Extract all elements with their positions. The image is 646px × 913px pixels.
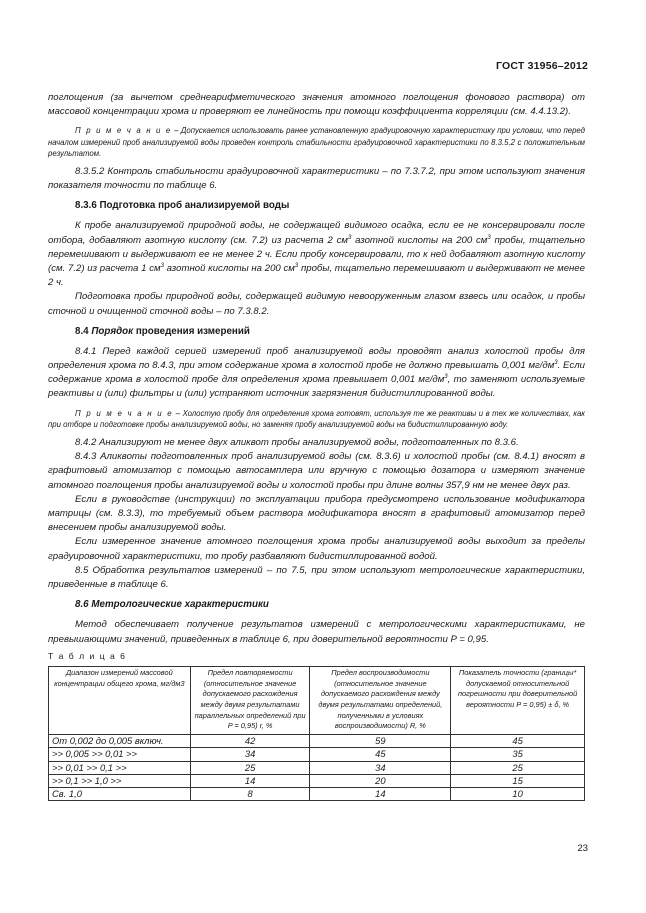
paragraph-8-3-5-2: 8.3.5.2 Контроль стабильности градуировочной характеристики – по 7.3.7.2, при этом используют значения показателя точности по таблице 6. xyxy=(48,166,585,192)
table-row xyxy=(49,748,585,761)
cell-r: 42 xyxy=(190,735,310,748)
heading-8-3-6: 8.3.6 Подготовка проб анализируемой воды xyxy=(75,200,290,212)
cell-range: >> 0,005 >> 0,01 >> xyxy=(49,748,191,761)
cell-r: 14 xyxy=(190,774,310,787)
table-row xyxy=(49,787,585,800)
cell-r: 34 xyxy=(190,748,310,761)
cell-R: 34 xyxy=(310,761,451,774)
page-content xyxy=(48,91,585,801)
cell-delta: 15 xyxy=(451,774,585,787)
standard-header: ГОСТ 31956–2012 xyxy=(495,60,588,72)
cell-range: От 0,002 до 0,005 включ. xyxy=(49,735,191,748)
header-repeatability: Предел повторяемости (относительное значение допускаемого расхождения между двумя результатами параллельных определений при P = 0,95) r, % xyxy=(190,666,310,734)
paragraph-8-4-2: 8.4.2 Анализируют не менее двух аликвот пробы анализируемой воды, подготовленных по 8.3.6. xyxy=(75,437,519,449)
table-caption: Т а б л и ц а 6 xyxy=(48,650,127,661)
paragraph-continued: поглощения (за вычетом среднеарифметического значения атомного поглощения фонового раствора) от массовой концентрации хрома и проверяют ее линейность при помощи коэффициента корреляции (см. 4.4.13.2). xyxy=(48,92,585,118)
header-range: Диапазон измерений массовой концентрации общего хрома, мг/дм3 xyxy=(49,666,191,734)
cell-delta: 35 xyxy=(451,748,585,761)
cell-range: Св. 1,0 xyxy=(49,787,191,800)
note-2: П р и м е ч а н и е – Холостую пробу для определения хрома готовят, используя те же реактивы и в тех же количествах, как при отборе и подготовке пробы анализируемой воды, но заменяя пробу анализируемой воды на бидистиллированную воду. xyxy=(48,408,585,429)
cell-R: 45 xyxy=(310,748,451,761)
cell-range: >> 0,01 >> 0,1 >> xyxy=(49,761,191,774)
paragraph-8-4-3-c: Если измеренное значение атомного поглощения хрома пробы анализируемой воды выходит за пределы градуировочной характеристики, то пробу разбавляют бидистиллированной водой. xyxy=(48,536,585,562)
header-accuracy: Показатель точности (границы* допускаемой относительной погрешности при доверительной вероятности P = 0,95) ± δ, % xyxy=(451,666,585,734)
heading-8-6: 8.6 Метрологические характеристики xyxy=(75,599,269,611)
heading-8-4: 8.4 Порядок проведения измерений xyxy=(75,325,250,337)
paragraph-8-5: 8.5 Обработка результатов измерений – по 7.5, при этом используют метрологические характеристики, приведенные в таблице 6. xyxy=(48,564,585,591)
paragraph-8-4-3: 8.4.3 Аликвоты подготовленных проб анализируемой воды (см. 8.3.6) и холостой пробы (см. 8.4.1) вносят в графитовый атомизатор с помощью автосамплера или вручную с помощью дозатора и измеряют значение атомного поглощения пробы анализируемой воды и холостой пробы при длине волны 357,9 нм не менее двух раз. xyxy=(48,451,585,491)
page-number: 23 xyxy=(577,843,588,854)
cell-delta: 10 xyxy=(451,787,585,800)
header-reproducibility: Предел воспроизводимости (относительное значение допускаемого расхождения между двумя результатами определений, полученными в условиях воспроизводимости) R, % xyxy=(310,666,451,734)
paragraph-8-3-6-b: Подготовка пробы природной воды, содержащей видимую невооруженным глазом взвесь или осадок, и пробы сточной и очищенной сточной воды – по 7.3.8.2. xyxy=(48,291,585,317)
cell-R: 14 xyxy=(310,787,451,800)
cell-R: 59 xyxy=(310,735,451,748)
cell-R: 20 xyxy=(310,774,451,787)
cell-delta: 25 xyxy=(451,761,585,774)
cell-delta: 45 xyxy=(451,735,585,748)
note-1: П р и м е ч а н и е – Допускается использовать ранее установленную градуировочную характеристику при условии, что перед началом измерений проб анализируемой воды проведен контроль стабильности градуировочной характеристики по 8.3.5.2 с положительным результатом. xyxy=(48,126,585,158)
cell-r: 25 xyxy=(190,761,310,774)
paragraph-8-4-1: 8.4.1 Перед каждой серией измерений проб анализируемой воды проводят анализ холостой пробы для определения хрома по 8.4.3, при этом содержание хрома в холостой пробе не должно превышать 0,001 $мг/дм^3$. Если содержание хрома в холостой пробе для определения хрома превышает 0,001 $мг/дм^3$, то заменяют используемые реактивы и (или) фильтры и (или) устраняют источник загрязнения бидистиллированной воды. xyxy=(48,345,585,400)
table-header-row xyxy=(49,666,585,734)
table-row xyxy=(49,761,585,774)
metrology-table xyxy=(48,666,585,801)
cell-range: >> 0,1 >> 1,0 >> xyxy=(49,774,191,787)
paragraph-8-4-3-b: Если в руководстве (инструкции) по эксплуатации прибора предусмотрено использование модификатора матрицы (см. 8.3.3), то требуемый объем раствора модификатора вносят в графитовый атомизатор перед внесением пробы анализируемой воды. xyxy=(48,493,585,534)
cell-r: 8 xyxy=(190,787,310,800)
paragraph-8-6: Метод обеспечивает получение результатов измерений с метрологическими характеристиками, не превышающими значений, приведенных в таблице 6, при доверительной вероятности P = 0,95. xyxy=(48,619,585,645)
table-row xyxy=(49,774,585,787)
paragraph-8-3-6-a: К пробе анализируемой природной воды, не содержащей видимого осадка, если ее не консервировали после отбора, добавляют азотную кислоту (см. 7.2) из расчета 2 $см^3$ азотной кислоты на 200 $см^3$ пробы, тщательно перемешивают и выдерживают ее не менее 2 ч. Если пробу консервировали, то к ней добавляют азотную кислоту (см. 7.2) из расчета 1 $см^3$ азотной кислоты на 200 $см^3$ пробы, тщательно перемешивают и выдерживают не менее 2 ч. xyxy=(48,220,585,289)
table-row xyxy=(49,735,585,748)
